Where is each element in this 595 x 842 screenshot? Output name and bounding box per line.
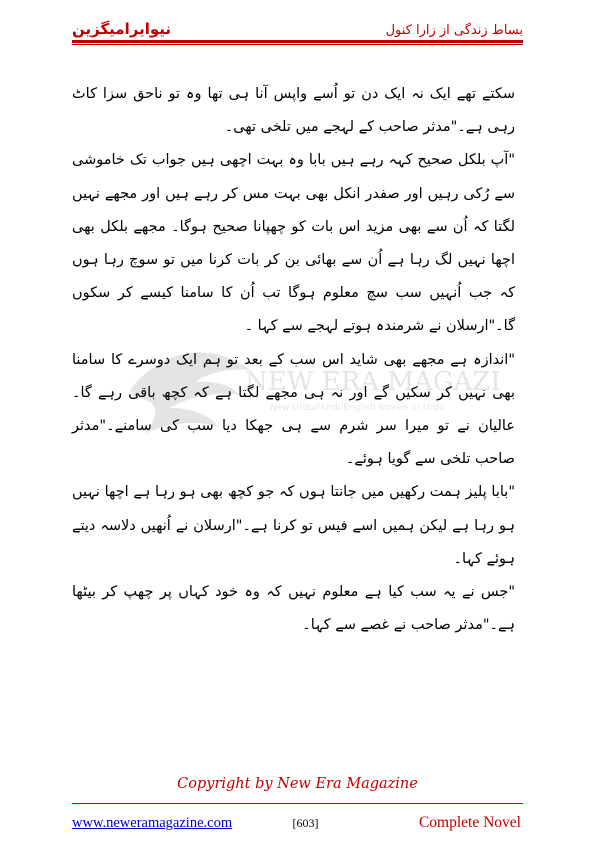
page-number: [603] [292, 816, 319, 830]
paragraph: "جس نے یہ سب کیا ہے معلوم نہیں کہ وہ خود کہاں پر چھپ کر بیٹھا ہے۔"مدثر صاحب نے غصے سے کہا۔ [72, 584, 515, 634]
magazine-name: نیوایرامیگزین [72, 20, 172, 38]
paragraph: "اندازہ ہے مجھے بھی شاید اس سب کے بعد تو ہم ایک دوسرے کا سامنا بھی نہیں کر سکیں گے اور نہ ہی مجھے لگتا ہے کہ کچھ باقی رہے گا۔ عالیان نے تو میرا سر شرم سے ہی جھکا دیا سب کی سامنے۔"مدثر صاحب تلخی سے گویا ہوئے۔ [72, 351, 515, 468]
header-divider [72, 40, 523, 45]
watermark-subtitle: New Urdu/Hindi/English Novels in Urdu [270, 403, 445, 413]
website-link[interactable]: www.neweramagazine.com [72, 815, 233, 831]
paragraph: "آپ بلکل صحیح کہہ رہے ہیں بابا وہ بہت اچھی ہیں جواب تک خاموشی سے رُکی رہیں اور صفدر انکل بھی بہت مس کر رہے ہیں اور مجھے نہیں لگتا کہ اُن سے بھی مزید اس بات کو چھپانا صحیح ہوگا۔ مجھے بلکل بھی اچھا نہیں لگ رہا ہے اُن سے بھائی بن کر بات کرنا میں تو سوچ رہا ہوں کہ جب اُنہیں سب سچ معلوم ہوگا تب اُن کا سامنا کیسے کر سکوں گا۔"ارسلان نے شرمندہ ہوتے لہجے سے کہا ۔ [72, 152, 515, 335]
paragraph: سکتے تھے ایک نہ ایک دن تو اُسے واپس آنا ہی تھا وہ تو ناحق سزا کاٹ رہی ہے۔"مدثر صاحب کے لہجے میں تلخی تھی۔ [72, 86, 515, 136]
footer-divider [72, 803, 523, 804]
copyright-notice: Copyright by New Era Magazine [177, 776, 418, 792]
paragraph: "بابا پلیز ہمت رکھیں میں جانتا ہوں کہ جو کچھ بھی ہو رہا ہے اچھا نہیں ہو رہا ہے لیکن ہمیں اسے فیس تو کرنا ہے۔"ارسلان نے اُنھیں دلاسہ دیتے ہوئے کہا۔ [72, 484, 515, 567]
novel-category: Complete Novel [418, 814, 521, 831]
watermark-title: NEW ERA MAGAZI [245, 367, 500, 397]
page-header [72, 10, 523, 38]
novel-body [72, 78, 515, 642]
page-footer [72, 814, 521, 832]
novel-title: بساط زندگی از زارا کنول [385, 23, 523, 38]
